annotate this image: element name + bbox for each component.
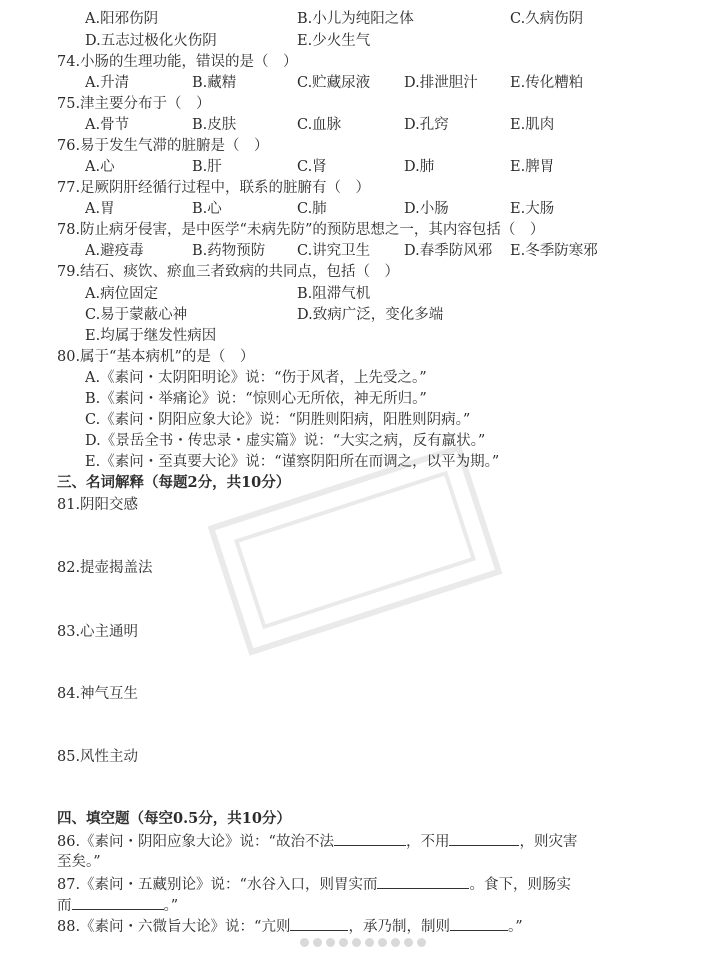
q78-option-b: B.药物预防: [192, 243, 266, 259]
q86-blank-2[interactable]: [449, 831, 519, 846]
q74-option-b: B.藏精: [192, 75, 237, 91]
question-79-stem: 79.结石、痰饮、瘀血三者致病的共同点，包括（ ）: [57, 264, 400, 280]
q75-option-b: B.皮肤: [192, 117, 237, 133]
question-88-line: [57, 916, 523, 937]
page-dot: [378, 938, 387, 947]
question-75-stem: 75.津主要分布于（ ）: [57, 96, 211, 112]
q87-text-2: 。食下，则肠实: [469, 877, 571, 893]
question-76-stem: 76.易于发生气滞的脏腑是（ ）: [57, 138, 269, 154]
q75-option-e: E.肌肉: [510, 117, 555, 133]
q80-option-b: B.《素问・举痛论》说：“惊则心无所依，神无所归。”: [85, 391, 427, 407]
q74-option-e: E.传化糟粕: [510, 75, 584, 91]
q78-option-e: E.冬季防寒邪: [510, 243, 598, 259]
q76-option-d: D.肺: [404, 159, 435, 175]
q77-option-c: C.肺: [297, 201, 327, 217]
q78-option-c: C.讲究卫生: [297, 243, 371, 259]
q80-option-d: D.《景岳全书・传忠录・虚实篇》说：“大实之病，反有羸状。”: [85, 433, 486, 449]
q74-option-d: D.排泄胆汁: [404, 75, 478, 91]
page-dot: [300, 938, 309, 947]
page-dot: [352, 938, 361, 947]
section-3-heading: 三、名词解释（每题2分，共10分）: [57, 474, 291, 491]
q86-blank-1[interactable]: [334, 831, 406, 846]
q88-text-1: 88.《素问・六微旨大论》说：“亢则: [57, 919, 291, 935]
q75-option-d: D.孔窍: [404, 117, 449, 133]
q88-text-2: ，承乃制，制则: [348, 919, 450, 935]
term-85: 85.风性主动: [57, 749, 139, 765]
page-indicator: [300, 938, 426, 947]
q87-text-4: 。”: [163, 898, 179, 914]
q86-text-3: ，则灾害: [519, 834, 578, 850]
page-dot: [417, 938, 426, 947]
q80-option-a: A.《素问・太阴阳明论》说：“伤于风者，上先受之。”: [85, 370, 427, 386]
question-74-stem: 74.小肠的生理功能，错误的是（ ）: [57, 54, 298, 70]
q87-blank-2[interactable]: [72, 895, 164, 910]
q77-option-d: D.小肠: [404, 201, 449, 217]
question-78-stem: 78.防止病牙侵害，是中医学“未病先防”的预防思想之一，其内容包括（ ）: [57, 222, 545, 238]
page-dot: [365, 938, 374, 947]
q88-blank-1[interactable]: [290, 916, 348, 931]
q87-text-3: 而: [57, 898, 72, 914]
q73-option-b: B.小儿为纯阳之体: [297, 11, 414, 27]
q73-option-a: A.阳邪伤阴: [85, 11, 159, 27]
q87-blank-1[interactable]: [377, 874, 469, 889]
page-dot: [339, 938, 348, 947]
q79-option-d: D.致病广泛，变化多端: [297, 307, 444, 323]
q86-text-2: ，不用: [405, 834, 450, 850]
q79-option-a: A.病位固定: [85, 286, 159, 302]
page-dot: [391, 938, 400, 947]
q77-option-a: A.胃: [85, 201, 115, 217]
q79-option-c: C.易于蒙蔽心神: [85, 307, 188, 323]
q80-option-c: C.《素问・阴阳应象大论》说：“阴胜则阳病，阳胜则阴病。”: [85, 412, 471, 428]
q78-option-d: D.春季防风邪: [404, 243, 493, 259]
page-dot: [404, 938, 413, 947]
question-86-line-1: [57, 831, 577, 852]
q76-option-a: A.心: [85, 159, 115, 175]
q79-option-b: B.阻滞气机: [297, 286, 371, 302]
question-87-line-2: [57, 895, 178, 916]
question-87-line-1: [57, 874, 571, 895]
page-dot: [313, 938, 322, 947]
section-4-heading: 四、填空题（每空0.5分，共10分）: [57, 810, 291, 827]
page-dot: [326, 938, 335, 947]
term-82: 82.提壶揭盖法: [57, 560, 153, 576]
q86-text-1: 86.《素问・阴阳应象大论》说：“故治不法: [57, 834, 334, 850]
q79-option-e: E.均属于继发性病因: [85, 328, 217, 344]
question-77-stem: 77.足厥阴肝经循行过程中，联系的脏腑有（ ）: [57, 180, 371, 196]
q86-text-4: 至矣。”: [57, 854, 101, 870]
term-83: 83.心主通明: [57, 624, 139, 640]
q76-option-b: B.肝: [192, 159, 222, 175]
q76-option-e: E.脾胃: [510, 159, 555, 175]
term-84: 84.神气互生: [57, 686, 139, 702]
q78-option-a: A.避疫毒: [85, 243, 144, 259]
q76-option-c: C.肾: [297, 159, 327, 175]
q88-text-3: 。”: [507, 919, 523, 935]
q73-option-c: C.久病伤阴: [510, 11, 584, 27]
q74-option-c: C.贮藏尿液: [297, 75, 371, 91]
q88-blank-2[interactable]: [450, 916, 508, 931]
q73-option-d: D.五志过极化火伤阴: [85, 33, 217, 49]
q74-option-a: A.升清: [85, 75, 130, 91]
q75-option-c: C.血脉: [297, 117, 342, 133]
q77-option-b: B.心: [192, 201, 222, 217]
q75-option-a: A.骨节: [85, 117, 130, 133]
q77-option-e: E.大肠: [510, 201, 555, 217]
question-80-stem: 80.属于“基本病机”的是（ ）: [57, 349, 255, 365]
q87-text-1: 87.《素问・五藏别论》说：“水谷入口，则胃实而: [57, 877, 378, 893]
term-81: 81.阴阳交感: [57, 497, 139, 513]
q73-option-e: E.少火生气: [297, 33, 371, 49]
q80-option-e: E.《素问・至真要大论》说：“谨察阴阳所在而调之，以平为期。”: [85, 454, 500, 470]
